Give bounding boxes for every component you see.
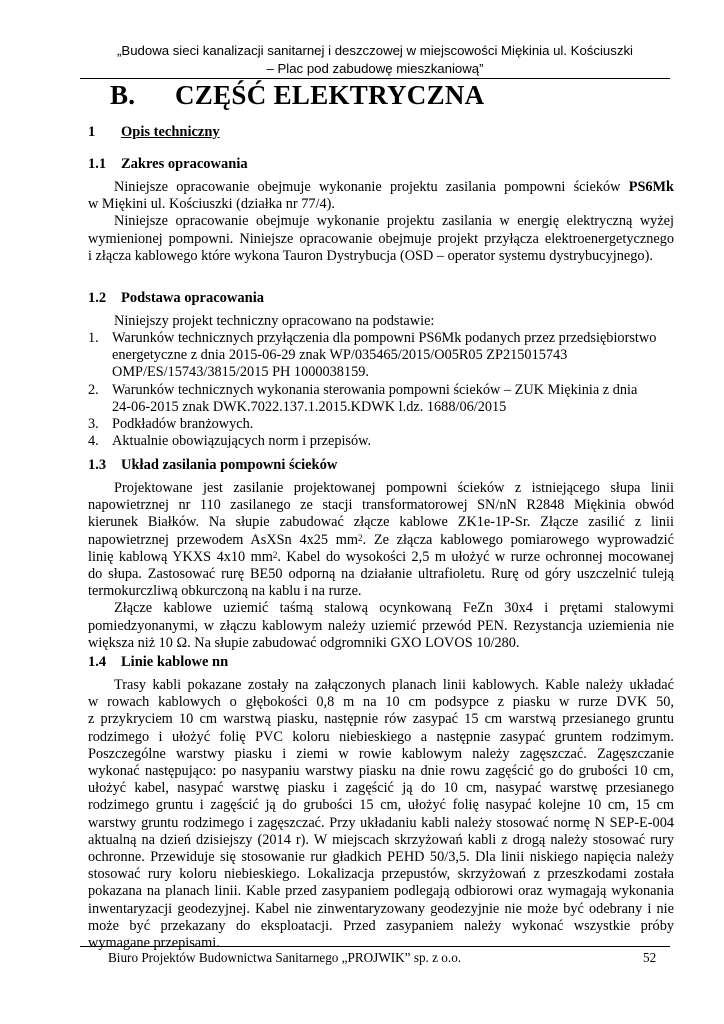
text-run: Niniejsze opracowanie obejmuje wykonanie projektu zasilania pompowni ścieków [114, 179, 621, 195]
paragraph-line: Niniejsze opracowanie obejmuje wykonanie projektu zasilania w energię elektryczną wyżej [114, 213, 674, 230]
section-title: Opis techniczny [121, 124, 220, 140]
paragraph-line: inwentaryzacji geodezyjnej. Kabel nie zinwentaryzowany geodezyjnie nie może być odebrany i nie [88, 900, 674, 917]
page-number: 52 [643, 950, 657, 965]
section-number: 1.1 [88, 156, 107, 172]
section-number: 1.3 [88, 457, 107, 473]
paragraph-line: rodzimego gruntu i zagęścić ją do grubości 15 cm, ułożyć folię nasypać kolejne 10 cm, 15 cm [88, 797, 674, 814]
superscript: 2 [358, 532, 363, 543]
section-1-4-heading [88, 654, 228, 671]
header-line-1: „Budowa sieci kanalizacji sanitarnej i deszczowej w miejscowości Miękinia ul. Kościuszki [117, 43, 633, 58]
section-1-4-body [88, 677, 674, 952]
paragraph-line: Poszczególne warstwy piasku i ziemi w rowie kablowym należy zagęszczać. Zagęszczanie [88, 745, 674, 762]
section-number: 1.2 [88, 290, 107, 306]
paragraph-line: wymienionej pompowni. Niniejsze opracowanie obejmuje projekt przyłącza elektroenergetycznego [88, 230, 674, 247]
list-number: 4. [88, 433, 99, 449]
section-title: Zakres opracowania [121, 156, 248, 172]
paragraph-line [88, 549, 674, 566]
text-run: linię kablową YKXS 4x10 mm [88, 548, 273, 565]
list-line: Podkładów branżowych. [112, 416, 254, 432]
list-line: energetyczne z dnia 2015-06-29 znak WP/035465/2015/O05R05 ZP215015743 [112, 347, 568, 364]
paragraph-line: ułożyć kabel, nasypać warstwę piasku i zagęścić ją do 10 cm, nasypać warstwę przesianego [88, 780, 674, 797]
paragraph-line: pomiedzyonanymi, w złączu kablowym należy uziemić przewód PEN. Rezystancja uziemienia nie [88, 617, 674, 634]
list-number: 3. [88, 416, 99, 432]
list-line: Warunków technicznych wykonania sterowania pompowni ścieków – ZUK Miękinia z dnia [112, 382, 638, 398]
paragraph-line [88, 179, 674, 196]
list-line: Warunków technicznych przyłączenia dla pompowni PS6Mk podanych przez przedsiębiorstwo [112, 330, 657, 346]
paragraph-line: warstwy gruntu rodzimego i zagęszczać. Przy układaniu kabli należy stosować normę N SEP-E-004 [88, 814, 674, 831]
footer-divider [80, 946, 670, 947]
section-title: Linie kablowe nn [121, 654, 229, 670]
paragraph-line: aktualną na dzień dzisiejszy (2014 r). W miejscach skrzyżowań kabli z drogą należy stosować rury [88, 831, 674, 848]
paragraph-line: rodzimego i ułożyć folię PVC koloru niebieskiego a następnie zasypać gruntem rodzimym. [88, 728, 674, 745]
paragraph-line [88, 532, 674, 549]
section-1-3-heading [88, 457, 337, 474]
part-title [110, 80, 484, 111]
text-run: . Kabel do wysokości 2,5 m ułożyć w rurze ochronnej mocowanej [277, 548, 675, 565]
paragraph-line: w rowach kablowych o głębokości 0,8 m na 10 cm podsypce z piasku w rurze DVK 50, [88, 694, 674, 711]
paragraph-line: ochronne. Przewiduje się stosowanie rur gładkich PEHD 50/3,5. Dla linii niskiego napięcia należy [88, 849, 674, 866]
section-1-heading [88, 124, 220, 141]
paragraph-line: w Miękini ul. Kościuszki (działka nr 77/4). [88, 196, 335, 213]
paragraph-line: Niniejszy projekt techniczny opracowano na podstawie: [114, 313, 435, 329]
footer-company: Biuro Projektów Budownictwa Sanitarnego „PROJWIK” sp. z o.o. [108, 950, 462, 965]
part-title-number: B. [110, 80, 136, 110]
section-number: 1 [88, 124, 96, 140]
paragraph-line: Trasy kabli pokazane zostały na załączonych planach linii kablowych. Kable należy układać [114, 677, 674, 693]
list-number: 1. [88, 330, 99, 346]
header-line-2: – Plac pod zabudowę mieszkaniową” [266, 61, 484, 76]
paragraph-line: pokazana na planach linii. Kable przed zasypaniem podlegają odbiorowi oraz wymagają wykonania [88, 883, 674, 900]
text-run: napowietrznej przewodem AsXSn 4x25 mm [88, 531, 359, 548]
paragraph-line: Projektowane jest zasilanie projektowanej pompowni ścieków z istniejącego słupa linii [114, 480, 674, 496]
list-number: 2. [88, 382, 99, 398]
section-title: Układ zasilania pompowni ścieków [121, 457, 338, 473]
paragraph-line: termokurczliwą obkurczoną na kablu i na rurze. [88, 583, 362, 600]
paragraph-line: napowietrznej nr 110 zasilanego ze stacji transformatorowej SN/nN R2848 Miękinia obwód [88, 497, 674, 514]
text-run: . Ze złącza kablowego pomiarowego wyprowadzić [362, 531, 674, 548]
paragraph-line: wymagane przepisami. [88, 935, 220, 952]
part-title-text: CZĘŚĆ ELEKTRYCZNA [175, 80, 485, 110]
paragraph-line: Złącze kablowe uziemić taśmą stalową ocynkowaną FeZn 30x4 i prętami stalowymi [114, 600, 674, 617]
section-number: 1.4 [88, 654, 107, 670]
list-line: 24-06-2015 znak DWK.7022.137.1.2015.KDWK l.dz. 1688/06/2015 [112, 399, 507, 416]
section-1-3-body [88, 480, 674, 652]
section-1-1-heading [88, 156, 248, 173]
section-1-2-intro [88, 313, 674, 330]
paragraph-line: stosować rury koloru niebieskiego. Lokalizacja przepustów, skrzyżowań z przeszkodami została [88, 866, 674, 883]
paragraph-line: kierunek Białków. Na słupie zabudować złącze kablowe ZK1e-1P-Sr. Złącze zasilić z linii [88, 514, 674, 531]
section-1-2-heading [88, 290, 264, 307]
paragraph-line: z przykryciem 10 cm warstwą piasku, następnie rów zasypać 15 cm warstwą przesianego gruntu [88, 711, 674, 728]
pump-station-code: PS6Mk [628, 179, 674, 195]
paragraph-line: do słupa. Zastosować rurę BE50 odporną na działanie ultrafioletu. Rurę od góry uszczelnić tuleją [88, 566, 674, 583]
header-divider [80, 78, 670, 79]
paragraph-line: i złącza kablowego które wykona Tauron Dystrybucja (OSD – operator systemu dystrybucyjnego). [88, 247, 653, 264]
section-title: Podstawa opracowania [121, 290, 264, 306]
list-line: Aktualnie obowiązujących norm i przepisów. [112, 433, 372, 449]
paragraph-line: większa niż 10 Ω. Na słupie zabudować odgromniki GXO LOVOS 10/280. [88, 634, 520, 651]
section-1-1-body [88, 179, 674, 265]
paragraph-line: może być przekazany do eksploatacji. Przed zasypaniem należy wykonać wszystkie próby [88, 917, 674, 934]
paragraph-line: wykonać następująco: po nasypaniu warstwy piasku na dnie rowu zagęścić go do grubości 10 cm, [88, 763, 674, 780]
list-line: OMP/ES/15743/3815/2015 PH 1000038159. [112, 364, 369, 381]
superscript: 2 [272, 549, 278, 560]
